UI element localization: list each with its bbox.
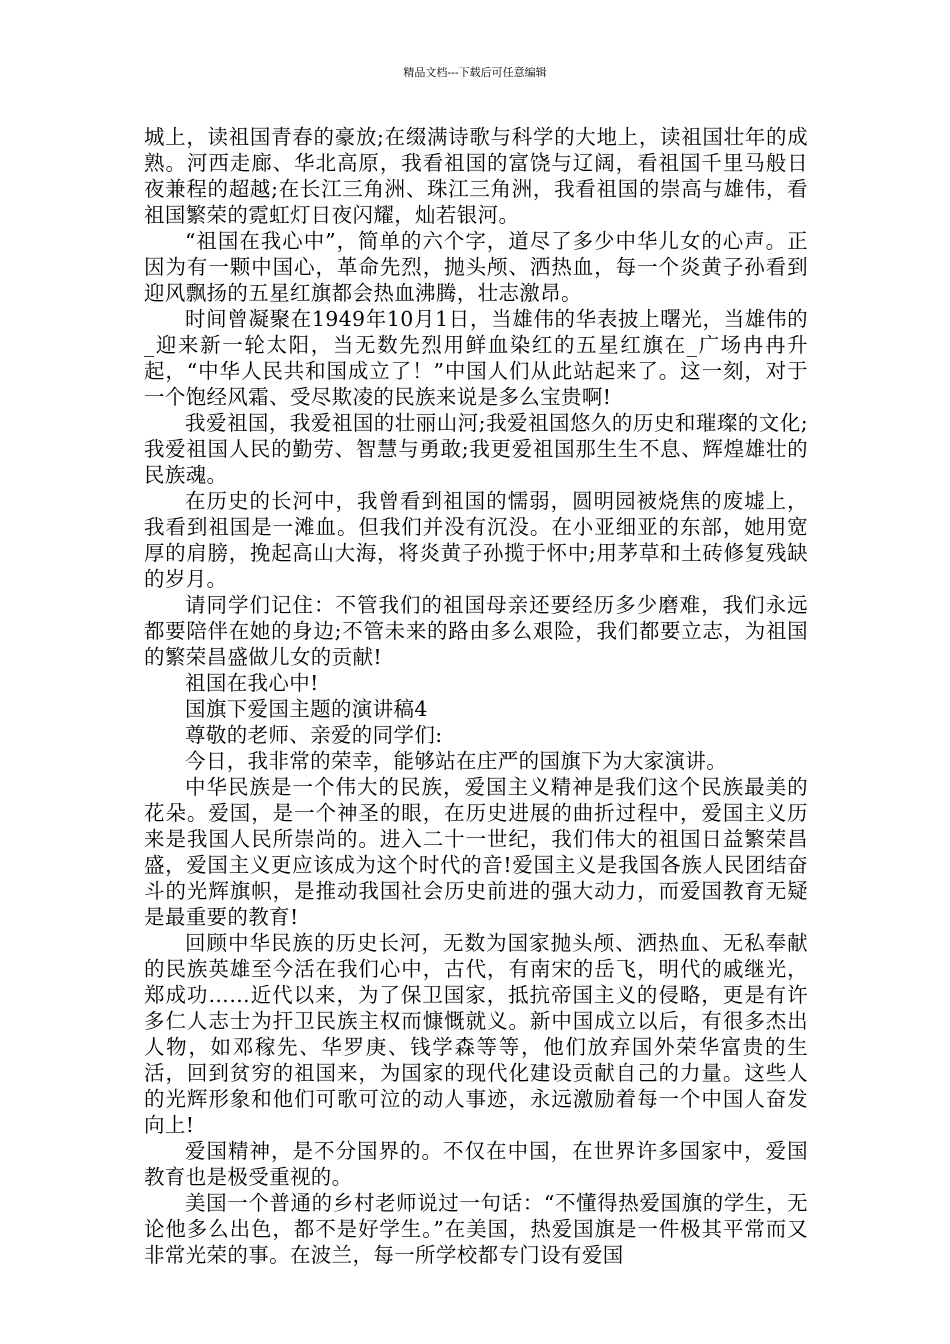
document-body — [144, 124, 808, 1268]
paragraph-10: 今日，我非常的荣幸，能够站在庄严的国旗下为大家演讲。 — [185, 749, 728, 773]
paragraph-1: 城上，读祖国青春的豪放;在缀满诗歌与科学的大地上，读祖国壮年的成熟。河西走廊、华北高原，我看祖国的富饶与辽阔，看祖国千里马般日夜兼程的超越;在长江三角洲、珠江三角洲，我看祖国的崇高与雄伟，看祖国繁荣的霓虹灯日夜闪耀，灿若银河。 — [144, 125, 808, 227]
speech-title: 国旗下爱国主题的演讲稿4 — [185, 697, 428, 721]
paragraph-12: 回顾中华民族的历史长河，无数为国家抛头颅、洒热血、无私奉献的民族英雄至今活在我们心中，古代，有南宋的岳飞，明代的戚继光，郑成功……近代以来，为了保卫国家，抵抗帝国主义的侵略，更是有许多仁人志士为扞卫民族主权而慷慨就义。新中国成立以后，有很多杰出人物，如邓稼先、华罗庚、钱学森等等，他们放弃国外荣华富贵的生活，回到贫穷的祖国来，为国家的现代化建设贡献自己的力量。这些人的光辉形象和他们可歌可泣的动人事迹，永远激励着每一个中国人奋发向上! — [144, 931, 808, 1137]
paragraph-6: 请同学们记住：不管我们的祖国母亲还要经历多少磨难，我们永远都要陪伴在她的身边;不管未来的路由多么艰险，我们都要立志，为祖国的繁荣昌盛做儿女的贡献! — [144, 593, 808, 669]
paragraph-11: 中华民族是一个伟大的民族，爱国主义精神是我们这个民族最美的花朵。爱国，是一个神圣的眼，在历史进展的曲折过程中，爱国主义历来是我国人民所崇尚的。进入二十一世纪，我们伟大的祖国日益繁荣昌盛，爱国主义更应该成为这个时代的音!爱国主义是我国各族人民团结奋斗的光辉旗帜，是推动我国社会历史前进的强大动力，而爱国教育无疑是最重要的教育! — [144, 775, 808, 929]
salutation: 尊敬的老师、亲爱的同学们: — [185, 723, 443, 747]
page-header: 精品文档---下载后可任意编辑 — [403, 66, 547, 79]
paragraph-7: 祖国在我心中! — [185, 671, 319, 695]
paragraph-3: 时间曾凝聚在1949年10月1日，当雄伟的华表披上曙光，当雄伟的_迎来新一轮太阳，当无数先烈用鲜血染红的五星红旗在_广场冉冉升起，“中华人民共和国成立了！”中国人们从此站起来了。这一刻，对于一个饱经风霜、受尽欺凌的民族来说是多么宝贵啊! — [144, 307, 808, 409]
paragraph-14: 美国一个普通的乡村老师说过一句话：“不懂得热爱国旗的学生，无论他多么出色，都不是好学生。”在美国，热爱国旗是一件极其平常而又非常光荣的事。在波兰，每一所学校都专门设有爱国 — [144, 1191, 808, 1267]
paragraph-13: 爱国精神，是不分国界的。不仅在中国，在世界许多国家中，爱国教育也是极受重视的。 — [144, 1139, 808, 1189]
paragraph-4: 我爱祖国，我爱祖国的壮丽山河;我爱祖国悠久的历史和璀璨的文化;我爱祖国人民的勤劳、智慧与勇敢;我更爱祖国那生生不息、辉煌雄壮的民族魂。 — [144, 411, 808, 487]
paragraph-2: “祖国在我心中”，简单的六个字，道尽了多少中华儿女的心声。正因为有一颗中国心，革命先烈，抛头颅、洒热血，每一个炎黄子孙看到迎风飘扬的五星红旗都会热血沸腾，壮志激昂。 — [144, 229, 808, 305]
paragraph-5: 在历史的长河中，我曾看到祖国的懦弱，圆明园被烧焦的废墟上，我看到祖国是一滩血。但我们并没有沉没。在小亚细亚的东部，她用宽厚的肩膀，挽起高山大海，将炎黄子孙揽于怀中;用茅草和土砖修复残缺的岁月。 — [144, 489, 808, 591]
